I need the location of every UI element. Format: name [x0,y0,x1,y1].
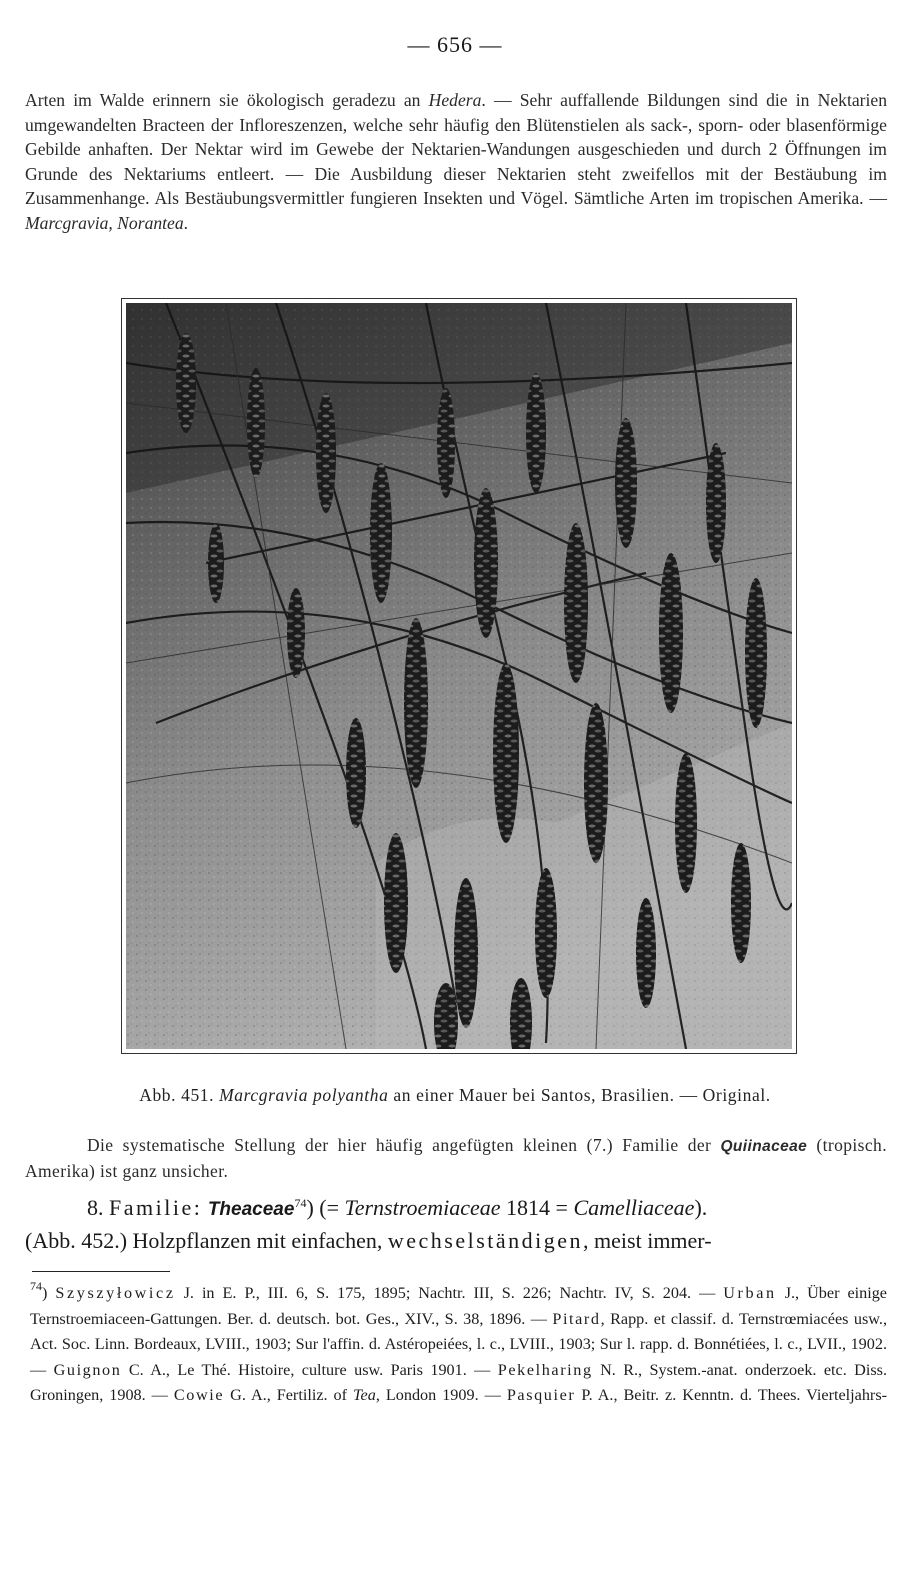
family-heading-line-2 [25,1225,887,1256]
caption-prefix: Abb. 451. [139,1085,220,1105]
intro-paragraph [25,88,887,235]
footnote-part: G. A., Fertiliz. of [224,1386,354,1404]
quiinaceae-post: (tropisch. Amerika) ist ganz unsicher. [25,1135,887,1181]
marcgravia-photo [126,303,792,1049]
quiinaceae-name: Quiinaceae [720,1138,808,1155]
footnote-tea: Tea [353,1386,376,1404]
footnote-marker: 74 [30,1279,42,1293]
caption-species: Marcgravia polyantha [219,1085,389,1105]
family-heading-line-1 [25,1192,887,1225]
figure-photo-frame [121,298,797,1054]
family-desc-b: , meist immer- [583,1228,712,1253]
family-number: 8. [87,1195,109,1220]
author-pitard: Pitard [552,1309,601,1328]
footnote-text [30,1281,887,1409]
footnote-part: C. A., Le Thé. Histoire, culture usw. Paris 1901. — [121,1360,498,1379]
genus-hedera: Hedera [428,90,482,110]
figure-caption [0,1085,910,1106]
synonym-ternstroemiaceae: Ternstroemiaceae [344,1195,501,1220]
family-label: Familie: [109,1195,203,1220]
author-guignon: Guignon [53,1360,122,1379]
footnote-part: , London 1909. — [375,1386,507,1404]
intro-text-1: Arten im Walde erinnern sie ökologisch geradezu an [25,90,429,110]
quiinaceae-pre: Die systematische Stellung der hier häufig angefügten kleinen (7.) Familie der [87,1135,721,1155]
footnote-part: J., Über einige Ternstroemiaceen-Gattungen. Ber. d. deutsch. bot. Ges., XIV., S. 38, 1896. — [30,1284,887,1328]
footnote-divider [32,1271,170,1272]
synonym-close: ). [694,1195,708,1220]
caption-rest: an einer Mauer bei Santos, Brasilien. — Original. [388,1085,771,1105]
page-number: — 656 — [407,32,503,57]
family-name: Theaceae [207,1199,295,1220]
footnote-part: P. A., Beitr. z. Kenntn. d. Thees. Vierteljahrs- [575,1386,888,1404]
author-cowie: Cowie [173,1386,225,1404]
footnote-part: N. R., System.-anat. onderzoek. etc. Diss. Groningen, 1908. — [30,1360,888,1404]
footnote-part: , Rapp. et classif. d. Ternstrœmiacées usw., Act. Soc. Linn. Bordeaux, LVIII., 1903; Sur l'affin. d. Astéropeiées, l. c., LVIII., 1903; Sur l. rapp. d. Bonnétiées, l. c., LVII., 1902. — [30,1309,888,1379]
author-urban: Urban [723,1284,777,1302]
synonym-camelliaceae: Camelliaceae [573,1195,695,1220]
synonym-year: 1814 = [500,1195,574,1220]
intro-text-2: . — Sehr auffallende Bildungen sind die in Nektarien umgewandelten Bracteen der Infloreszenzen, welche sehr häufig den Blütenstielen als sack-, sporn- oder blasenförmige Gebilde anhaften. Der Nektar wird im Gewebe der Nektarien-Wandungen ausgeschieden und durch 2 Öffnungen im Grunde des Nektariums entleert. — Die Ausbildung dieser Nektarien steht zweifellos mit der Bestäubung im Zusammenhange. Als Bestäubungsvermittler fungieren Insekten und Vögel. Sämtliche Arten im tropischen Amerika. — [25,90,888,208]
intro-end: . [183,212,189,233]
author-szyszylowicz: Szyszyłowicz [55,1284,176,1302]
footnote-ref: 74 [294,1196,307,1210]
footnote-74 [30,1281,887,1409]
family-heading [25,1192,887,1256]
family-desc-spaced: wechselständigen [387,1228,584,1253]
family-desc-a: (Abb. 452.) Holzpflanzen mit einfachen, [25,1228,388,1253]
synonym-open: ) (= [306,1195,345,1220]
author-pasquier: Pasquier [506,1386,576,1404]
footnote-part: J. in E. P., III. 6, S. 175, 1895; Nachtr. III, S. 226; Nachtr. IV, S. 204. — [175,1284,724,1302]
footnote-part: ) [42,1284,56,1302]
genera-list: Marcgravia, Norantea [25,212,184,233]
author-pekelharing: Pekelharing [497,1360,593,1379]
quiinaceae-paragraph [25,1133,887,1183]
